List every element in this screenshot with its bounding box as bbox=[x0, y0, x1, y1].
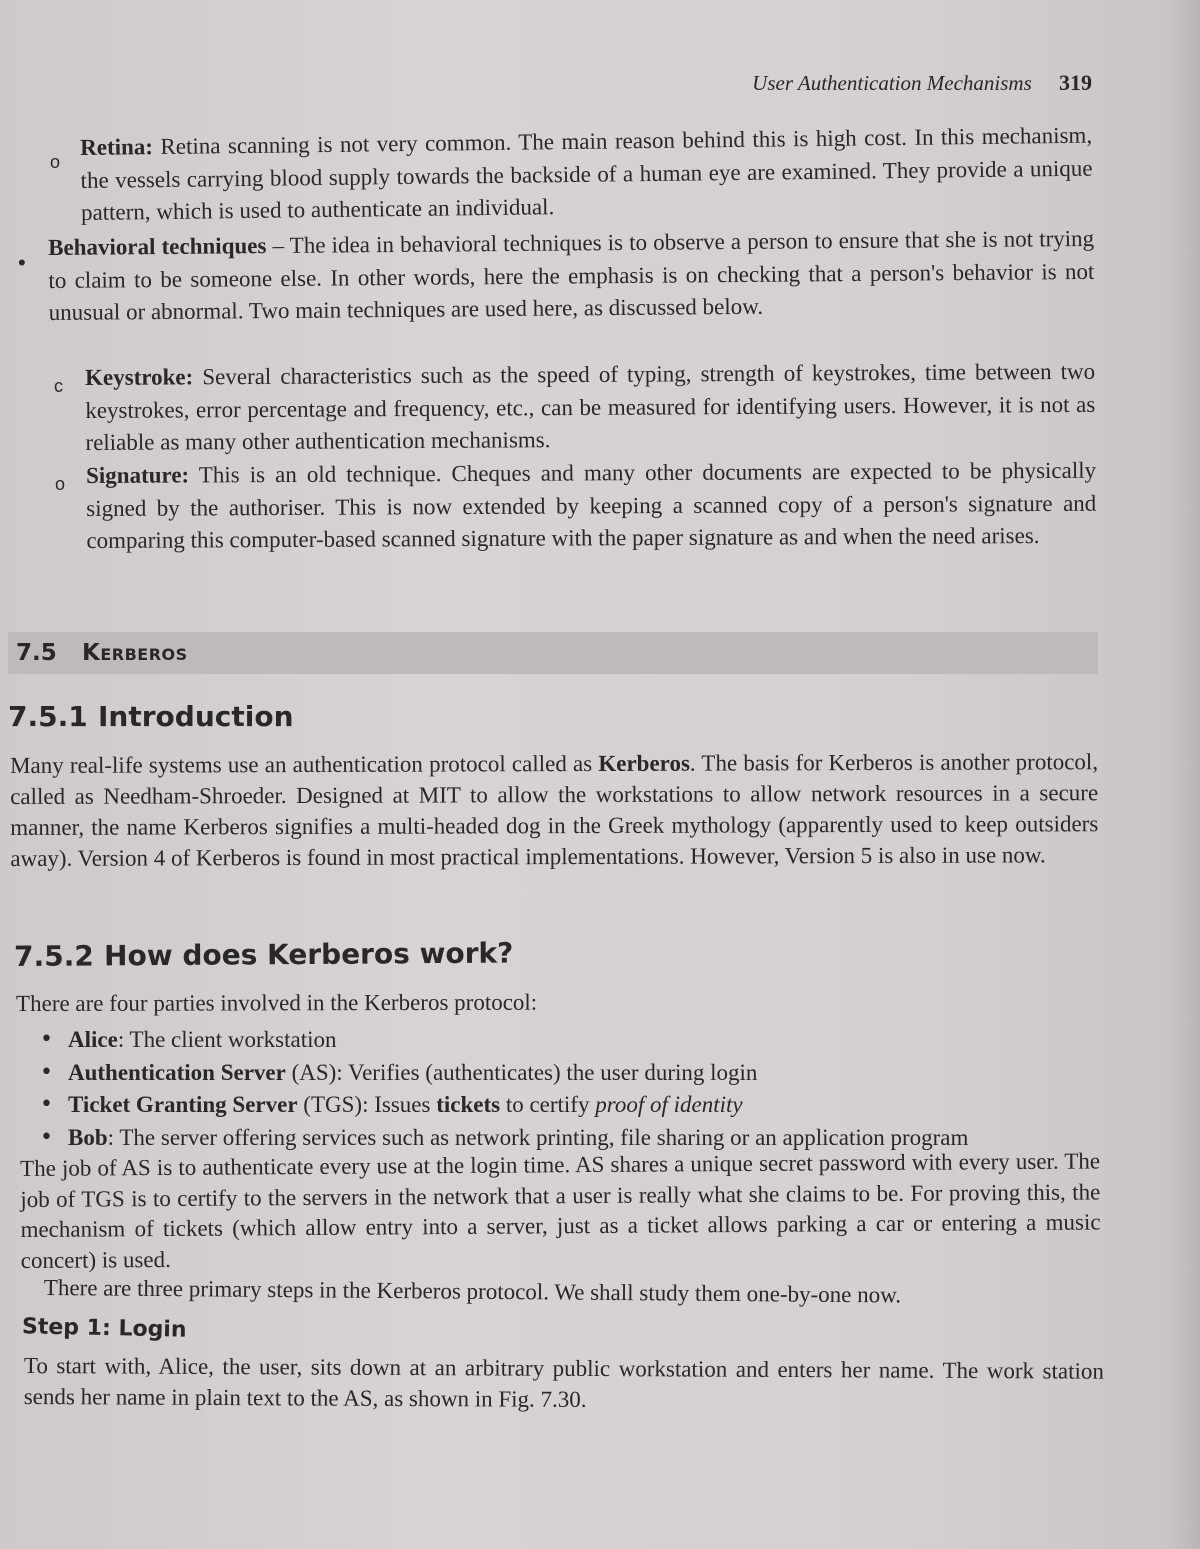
tgs-proof: proof of identity bbox=[595, 1092, 743, 1117]
party-term: Alice bbox=[68, 1027, 118, 1052]
how-paragraph-1 bbox=[20, 1146, 1101, 1276]
hollow-bullet-icon: o bbox=[50, 152, 61, 172]
party-term: Ticket Granting Server bbox=[68, 1092, 298, 1117]
bullet-icon: • bbox=[40, 1027, 53, 1052]
how-para1-text: The job of AS is to authenticate every use at the login time. AS shares a unique secret password with every user. The job of TGS is to certify to the servers in the network that a user is really what she claims to be. For proving this, the mechanism of tickets (which allow entry into a server, just as a ticket allows parking a car or entering a music concert) is used. bbox=[20, 1148, 1101, 1273]
hollow-bullet-icon: o bbox=[55, 474, 66, 494]
running-head bbox=[752, 70, 1092, 96]
party-desc: (AS): Verifies (authenticates) the user during login bbox=[285, 1059, 758, 1085]
intro-title: Introduction bbox=[98, 700, 294, 733]
bullet-icon: • bbox=[18, 250, 26, 275]
party-desc: (TGS): Issues bbox=[297, 1092, 431, 1117]
bullet-icon: • bbox=[40, 1092, 53, 1117]
retina-item bbox=[80, 120, 1093, 230]
retina-term: Retina: bbox=[80, 134, 154, 160]
how-para2-text: There are three primary steps in the Kerberos protocol. We shall study them one-by-one now. bbox=[43, 1274, 902, 1308]
section-heading-bar bbox=[8, 632, 1098, 674]
section-title: Kerberos bbox=[82, 640, 188, 666]
intro-text-before: Many real-life systems use an authentication protocol called as bbox=[10, 750, 593, 778]
keystroke-term: Keystroke: bbox=[85, 364, 194, 390]
keystroke-text: Several characteristics such as the speed of typing, strength of keystrokes, time between two keystrokes, error percentage and frequency, etc., can be measured for identifying users. However, it is not as reliable as many other authentication mechanisms. bbox=[85, 358, 1096, 455]
running-title: User Authentication Mechanisms bbox=[752, 71, 1032, 95]
intro-number: 7.5.1 bbox=[8, 700, 88, 733]
signature-term: Signature: bbox=[86, 462, 190, 488]
how-lead bbox=[16, 985, 1101, 1020]
party-desc: : The server offering services such as network printing, file sharing or an application program bbox=[107, 1124, 969, 1150]
intro-text-after: . The basis for Kerberos is another protocol, called as Needham-Shroeder. Designed at MIT to allow the workstations to allow network resources in a secure manner, the name Kerberos signifies a multi-headed dog in the Greek mythology (apparently used to keep outsiders away). Version 4 of Kerberos is found in most practical implementations. However, Version 5 is also in use now. bbox=[10, 749, 1099, 871]
parties-list-wrap bbox=[36, 1024, 1102, 1154]
bullet-icon: • bbox=[40, 1059, 53, 1085]
party-term: Authentication Server bbox=[68, 1059, 286, 1085]
tgs-mid: to certify bbox=[500, 1092, 596, 1117]
how-heading bbox=[14, 937, 513, 973]
step1-paragraph bbox=[24, 1350, 1104, 1418]
how-number: 7.5.2 bbox=[14, 939, 94, 973]
keystroke-item bbox=[85, 356, 1096, 460]
intro-paragraph bbox=[10, 746, 1098, 874]
party-term: Bob bbox=[68, 1124, 108, 1150]
party-alice bbox=[36, 1024, 1102, 1057]
party-desc: : The client workstation bbox=[117, 1027, 337, 1052]
how-title: How does Kerberos work? bbox=[103, 936, 514, 973]
party-as bbox=[36, 1057, 1102, 1090]
how-lead-text: There are four parties involved in the Kerberos protocol: bbox=[16, 989, 538, 1016]
retina-text: Retina scanning is not very common. The main reason behind this is high cost. In this mechanism, the vessels carrying blood supply towards the backside of a human eye are examined. They provide a unique pattern, which is used to authenticate an individual. bbox=[80, 122, 1093, 225]
parties-list bbox=[36, 1024, 1102, 1154]
party-tgs bbox=[36, 1089, 1102, 1122]
step1-text: To start with, Alice, the user, sits down at an arbitrary public workstation and enters her name. The work station sends her name in plain text to the AS, as shown in Fig. 7.30. bbox=[23, 1353, 1104, 1412]
behavioral-term: Behavioral techniques bbox=[48, 233, 267, 260]
intro-heading bbox=[8, 700, 294, 733]
section-number: 7.5 bbox=[16, 640, 57, 666]
tgs-tickets: tickets bbox=[436, 1092, 501, 1117]
signature-item bbox=[86, 455, 1096, 558]
bullet-icon: • bbox=[40, 1124, 53, 1150]
intro-term: Kerberos bbox=[598, 750, 690, 776]
behavioral-text: – The idea in behavioral techniques is to observe a person to ensure that she is not trying to claim to be someone else. In other words, here the emphasis is on checking that a person's behavior is not unusual or abnormal. Two main techniques are used here, as discussed below. bbox=[48, 225, 1095, 325]
hollow-bullet-icon: c bbox=[54, 376, 63, 396]
step1-heading: Step 1: Login bbox=[21, 1314, 187, 1343]
page-number: 319 bbox=[1059, 70, 1092, 95]
behavioral-item bbox=[48, 223, 1095, 330]
signature-text: This is an old technique. Cheques and many other documents are expected to be physically signed by the authoriser. This is now extended by keeping a scanned copy of a person's signature and comparing this computer-based scanned signature with the paper signature as and when the need arises. bbox=[86, 457, 1097, 553]
how-paragraph-2 bbox=[44, 1272, 1044, 1313]
